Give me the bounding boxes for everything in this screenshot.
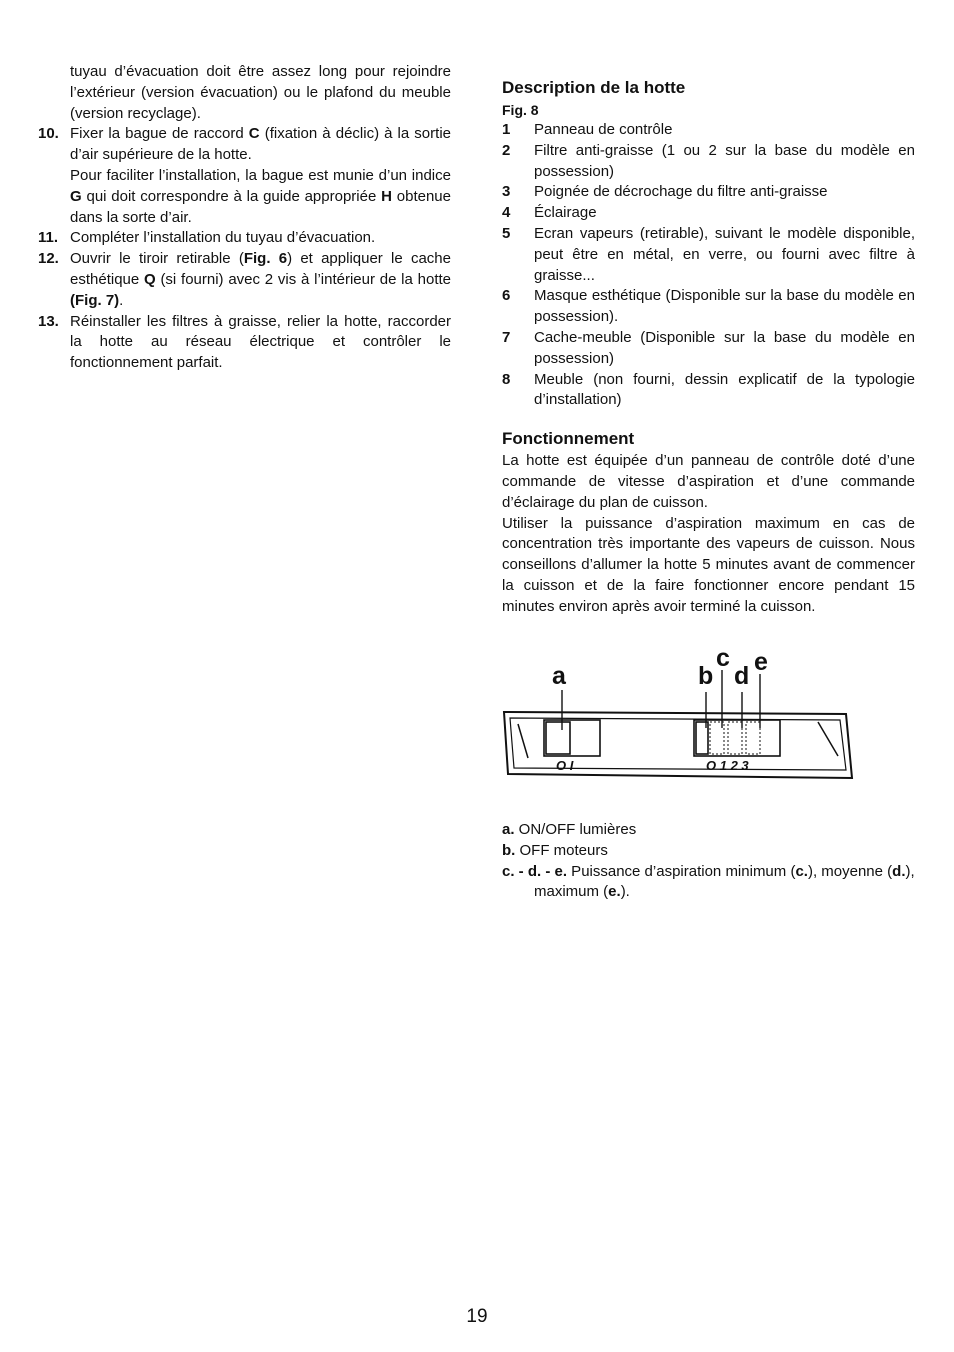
list-item: 4 Éclairage — [502, 204, 597, 222]
step-13: 13. Réinstaller les filtres à graisse, relier la hotte, raccorder la hotte au réseau électrique et contrôler le fonctionnement parfait. — [38, 312, 451, 372]
right-column — [502, 76, 915, 618]
light-switch-housing — [544, 720, 600, 756]
motor-switch-speed-2 — [728, 722, 742, 754]
step-number: 12. — [38, 250, 59, 268]
parts-list — [502, 120, 915, 411]
legend-item-a: a. ON/OFF lumières — [502, 821, 637, 838]
section-title-description: Description de la hotte — [502, 78, 686, 97]
label-c: c — [716, 644, 730, 672]
label-a: a — [552, 662, 566, 690]
label-d: d — [734, 662, 750, 690]
list-item: 1 Panneau de contrôle — [502, 121, 673, 138]
legend-item-b: b. OFF moteurs — [502, 841, 608, 859]
step-10: 10. Fixer la bague de raccord C (fixation à déclic) à la sortie d’air supérieure de la hotte. Pour faciliter l’installation, la bague est munie d’un indice G qui doit correspondre à la guide appropriée H obtenue dans la sorte d’air. — [38, 125, 451, 226]
diagram-legend — [502, 820, 915, 903]
list-item: 6 Masque esthétique (Disponible sur la base du modèle en possession). — [502, 287, 915, 326]
left-column — [36, 62, 451, 374]
step-number: 10. — [38, 125, 59, 143]
label-e: e — [754, 648, 768, 676]
motor-switch-housing — [694, 720, 780, 756]
step-number: 11. — [38, 229, 59, 247]
list-item: 2 Filtre anti-graisse (1 ou 2 sur la base du modèle en possession) — [502, 141, 915, 180]
list-item: 3 Poignée de décrochage du filtre anti-graisse — [502, 183, 828, 201]
legend-item-cde: c. - d. - e. Puissance d’aspiration minimum (c.), moyenne (d.), maximum (e.). — [502, 862, 915, 901]
light-scale: O I — [556, 758, 574, 773]
figure-label: Fig. 8 — [502, 102, 539, 118]
step-11: 11. Compléter l’installation du tuyau d’évacuation. — [36, 228, 451, 249]
paragraph: La hotte est équipée d’un panneau de contrôle doté d’une commande de vitesse d’aspiration et d’une commande d’éclairage du plan de cuisson. — [502, 452, 915, 511]
paragraph: Utiliser la puissance d’aspiration maximum en cas de concentration très importante des vapeurs de cuisson. Nous conseillons d’allumer la hotte 5 minutes avant de commencer la cuisson et de la faire fonctionner encore pendant 15 minutes environ après avoir terminé la cuisson. — [502, 514, 915, 615]
step-number: 13. — [38, 312, 59, 330]
page-number: 19 — [466, 1306, 488, 1327]
motor-scale: O 1 2 3 — [706, 758, 749, 773]
light-switch-button — [546, 722, 570, 754]
list-item: 7 Cache-meuble (Disponible sur la base du modèle en possession) — [502, 328, 915, 367]
motor-switch-speed-3 — [746, 722, 760, 754]
list-item: 8 Meuble (non fourni, dessin explicatif de la typologie d’installation) — [502, 370, 915, 409]
list-item: 5 Ecran vapeurs (retirable), suivant le modèle disponible, peut être en métal, en verre, ou fourni avec filtre à graisse... — [502, 224, 915, 284]
section-title-operation: Fonctionnement — [502, 429, 635, 449]
control-panel-diagram — [500, 640, 860, 790]
label-b: b — [698, 662, 714, 690]
intro-text: tuyau d’évacuation doit être assez long pour rejoindre l’extérieur (version évacuation) ou le plafond du meuble (version recyclage). — [70, 63, 451, 122]
step-12: 12. Ouvrir le tiroir retirable (Fig. 6) et appliquer le cache esthétique Q (si fourni) avec 2 vis à l’intérieur de la hotte (Fig. 7). — [38, 250, 451, 309]
